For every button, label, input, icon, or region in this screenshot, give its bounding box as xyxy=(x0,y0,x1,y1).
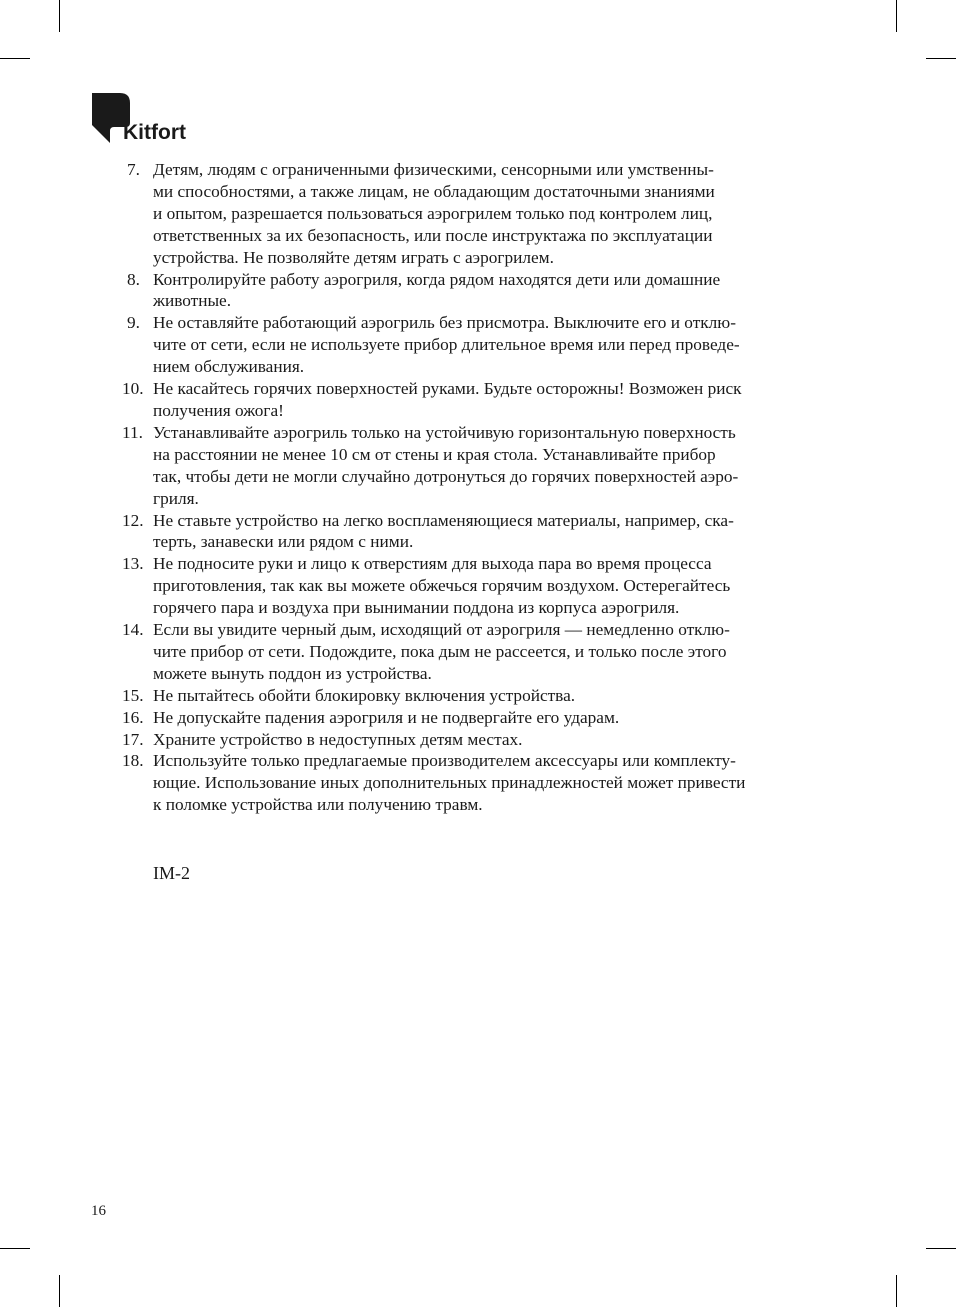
crop-mark-bottom-left xyxy=(0,1248,30,1249)
crop-mark-top-right xyxy=(926,58,956,59)
list-item-text-line: чите прибор от сети. Подождите, пока дым не рассеется, и только после этого xyxy=(153,641,727,661)
list-item-text-line: нием обслуживания. xyxy=(153,357,305,377)
list-item-text-line: Храните устройство в недоступных детям местах. xyxy=(153,729,523,749)
list-item-text-line: животные. xyxy=(153,291,232,311)
list-item-number: 18. xyxy=(122,751,144,771)
brand-logo xyxy=(92,93,202,149)
crop-mark-top-left xyxy=(0,58,30,59)
list-item-text-line: так, чтобы дети не могли случайно дотронуться до горячих поверхностей аэро- xyxy=(153,466,739,486)
list-item-text-line: приготовления, так как вы можете обжечься горячим воздухом. Остерегайтесь xyxy=(153,576,731,596)
list-item xyxy=(122,619,842,685)
list-item xyxy=(122,269,842,313)
list-item-text-line: Не подносите руки и лицо к отверстиям для выхода пара во время процесса xyxy=(153,554,712,574)
safety-instructions-list xyxy=(122,159,842,816)
list-item-text-line: Не пытайтесь обойти блокировку включения устройства. xyxy=(153,685,576,705)
list-item-text-line: Не касайтесь горячих поверхностей руками. Будьте осторожны! Возможен риск xyxy=(153,379,742,399)
model-code: IM-2 xyxy=(153,863,190,883)
list-item-number: 8. xyxy=(127,269,140,289)
list-item-text-line: получения ожога! xyxy=(153,400,284,420)
list-item-text-line: Не допускайте падения аэрогриля и не подвергайте его ударам. xyxy=(153,707,620,727)
list-item-text-line: гриля. xyxy=(153,488,199,508)
list-item-text-line: терть, занавески или рядом с ними. xyxy=(153,532,414,552)
list-item-text-line: Если вы увидите черный дым, исходящий от аэрогриля — немедленно отклю- xyxy=(153,620,730,640)
list-item-number: 7. xyxy=(127,160,140,179)
list-item-number: 10. xyxy=(122,379,144,399)
page-number: 16 xyxy=(91,1203,106,1219)
list-item-number: 17. xyxy=(122,729,144,749)
list-item-text-line: Детям, людям с ограниченными физическими, сенсорными или умственны- xyxy=(153,160,714,179)
list-item xyxy=(122,729,842,751)
list-item-text-line: на расстоянии не менее 10 см от стены и края стола. Устанавливайте прибор xyxy=(153,444,716,464)
list-item-text-line: устройства. Не позволяйте детям играть с аэрогрилем. xyxy=(153,247,554,267)
list-item-text-line: Не оставляйте работающий аэрогриль без присмотра. Выключите его и отклю- xyxy=(153,313,736,333)
list-item-number: 12. xyxy=(122,510,144,530)
list-item xyxy=(122,685,842,707)
crop-mark-bottom-right xyxy=(926,1248,956,1249)
list-item-number: 13. xyxy=(122,554,144,574)
list-item-text-line: ответственных за их безопасность, или после инструктажа по эксплуатации xyxy=(153,225,713,245)
list-item-text-line: можете вынуть поддон из устройства. xyxy=(153,663,432,683)
list-item-number: 14. xyxy=(122,620,144,640)
list-item xyxy=(122,312,842,378)
list-item-text-line: Используйте только предлагаемые производителем аксессуары или комплекту- xyxy=(153,751,736,771)
list-item xyxy=(122,553,842,619)
list-item xyxy=(122,510,842,554)
crop-mark-bottom-right xyxy=(896,1275,897,1307)
list-item-number: 15. xyxy=(122,685,144,705)
brand-name: Kitfort xyxy=(123,121,186,144)
crop-mark-top-right xyxy=(896,0,897,32)
list-item xyxy=(122,707,842,729)
list-item-text-line: к поломке устройства или получению травм. xyxy=(153,795,483,815)
list-item-text-line: чите от сети, если не используете прибор длительное время или перед проведе- xyxy=(153,335,740,355)
list-item-text-line: горячего пара и воздуха при вынимании поддона из корпуса аэрогриля. xyxy=(153,598,680,618)
crop-mark-bottom-left xyxy=(59,1275,60,1307)
list-item-text-line: ющие. Использование иных дополнительных принадлежностей может привести xyxy=(153,773,746,793)
list-item xyxy=(122,159,842,269)
list-item-text-line: и опытом, разрешается пользоваться аэрогрилем только под контролем лиц, xyxy=(153,203,713,223)
list-item-number: 9. xyxy=(127,313,140,333)
list-item-number: 11. xyxy=(122,422,143,442)
list-item xyxy=(122,750,842,816)
list-item-text-line: Контролируйте работу аэрогриля, когда рядом находятся дети или домашние xyxy=(153,269,721,289)
list-item-text-line: Не ставьте устройство на легко воспламеняющиеся материалы, например, ска- xyxy=(153,510,734,530)
list-item-text-line: ми способностями, а также лицам, не обладающим достаточными знаниями xyxy=(153,181,715,201)
list-item xyxy=(122,378,842,422)
list-item-text-line: Устанавливайте аэрогриль только на устойчивую горизонтальную поверхность xyxy=(153,422,736,442)
list-item xyxy=(122,422,842,510)
list-item-number: 16. xyxy=(122,707,144,727)
crop-mark-top-left xyxy=(59,0,60,32)
